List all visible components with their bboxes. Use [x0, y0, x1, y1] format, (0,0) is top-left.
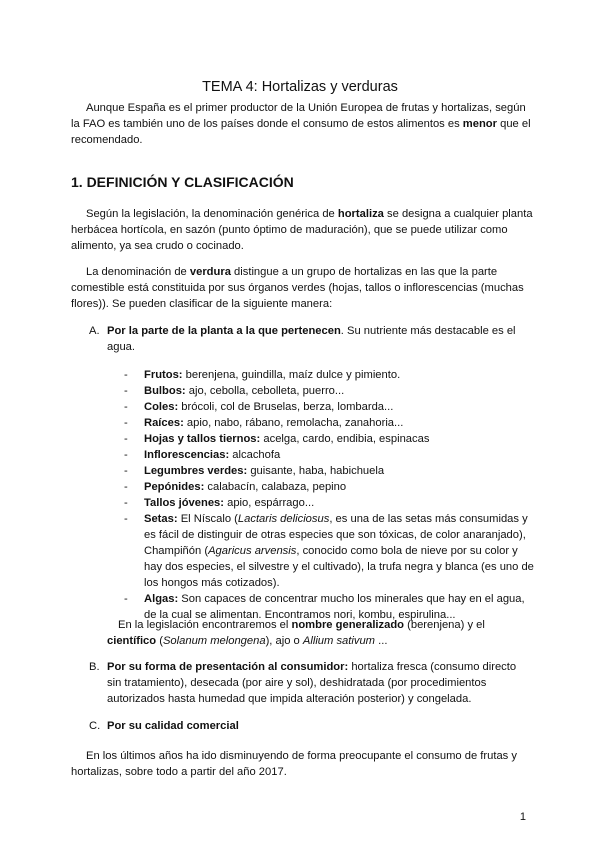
bullet-term: Raíces:: [144, 417, 184, 429]
item-a-text: . Su nutriente más destacable es el agua.: [107, 325, 516, 353]
verdura-paragraph: [71, 264, 533, 312]
item-b-text: hortaliza fresca (consumo directo sin tratamiento), desecada (por aire y sol), deshidratada (por procedimientos autorizados hasta humedad que impida alteración posterior) y congelada.: [107, 661, 517, 705]
bullet-dash: -: [124, 593, 128, 605]
bullet-term: Bulbos:: [144, 385, 186, 397]
item-a-bold: Por la parte de la planta a la que pertenecen: [107, 325, 341, 337]
bullet-text: El Níscalo (: [177, 513, 238, 525]
bullet-dash: -: [124, 385, 128, 397]
bullet-term: Algas:: [144, 593, 179, 605]
legislacion-text: En la legislación encontraremos el: [118, 619, 292, 631]
bullet-text: berenjena, guindilla, maíz dulce y pimiento.: [182, 369, 401, 381]
closing-paragraph: [71, 748, 533, 780]
legislacion-text: ...: [375, 635, 388, 647]
bullet-text: apio, nabo, rábano, remolacha, zanahoria...: [183, 417, 404, 429]
bullet-dash: -: [124, 465, 128, 477]
hortaliza-bold: hortaliza: [337, 208, 384, 220]
scientific-name: Allium sativum: [302, 635, 376, 647]
bullet-text: Son capaces de concentrar mucho los minerales que hay en el agua, de la cual se alimentan. Encontramos nori, kombu, espirulina...: [144, 593, 525, 621]
bullet-item: [124, 495, 534, 511]
item-c-bold: Por su calidad comercial: [107, 720, 239, 732]
bullet-term: Coles:: [144, 401, 179, 413]
legislacion-text: (: [156, 635, 163, 647]
bullet-term: Inflorescencias:: [144, 449, 230, 461]
bullet-item-setas: [124, 511, 534, 591]
bullet-term: Legumbres verdes:: [144, 465, 248, 477]
vegetable-bullet-list: [124, 367, 534, 623]
scientific-name: Solanum melongena: [162, 635, 266, 647]
item-b-bold: Por su forma de presentación al consumidor:: [107, 661, 349, 673]
bullet-term: Frutos:: [144, 369, 183, 381]
bullet-term: Tallos jóvenes:: [144, 497, 224, 509]
bullet-text: , es una de las setas más consumidas y es fácil de distinguir de otras especies que son tóxicas, de color anaranjado), Champiñón (: [144, 513, 528, 557]
bullet-item: [124, 463, 534, 479]
scientific-name: Agaricus arvensis: [208, 545, 297, 557]
bullet-text: ajo, cebolla, cebolleta, puerro...: [185, 385, 345, 397]
hortaliza-text-end: se designa a cualquier planta herbácea hortícola, en sazón (punto óptimo de maduración), que se puede utilizar como alimento, ya sea crudo o cocinado.: [71, 208, 533, 252]
list-label-c: C.: [89, 720, 101, 732]
bullet-dash: -: [124, 369, 128, 381]
bullet-item: [124, 399, 534, 415]
legislacion-text: ), ajo o: [265, 635, 303, 647]
bullet-dash: -: [124, 449, 128, 461]
hortaliza-paragraph: [71, 206, 533, 254]
bullet-term: Pepónides:: [144, 481, 205, 493]
bullet-term: Hojas y tallos tiernos:: [144, 433, 261, 445]
bullet-item: [124, 479, 534, 495]
bullet-text: acelga, cardo, endibia, espinacas: [260, 433, 430, 445]
list-text-b: [107, 659, 531, 707]
intro-text-end: que el recomendado.: [71, 118, 531, 146]
verdura-text-end: distingue a un grupo de hortalizas en las que la parte comestible está constituida por sus órganos verdes (hojas, tallos o inflorescencias (muchas flores)). Se pueden clasificar de la siguiente manera:: [71, 266, 524, 310]
intro-paragraph: [71, 100, 533, 148]
list-text-a: [107, 323, 531, 355]
bullet-item: [124, 447, 534, 463]
legislacion-paragraph: [118, 617, 538, 633]
bullet-text: brócoli, col de Bruselas, berza, lombarda...: [178, 401, 394, 413]
scientific-name: Lactaris deliciosus: [237, 513, 330, 525]
bullet-dash: -: [124, 401, 128, 413]
bullet-dash: -: [124, 513, 128, 525]
legislacion-paragraph-2: [107, 633, 537, 649]
list-label-a: A.: [89, 325, 100, 337]
bullet-dash: -: [124, 433, 128, 445]
bullet-text: calabacín, calabaza, pepino: [204, 481, 347, 493]
bullet-item: [124, 383, 534, 399]
bullet-item: [124, 431, 534, 447]
legislacion-text: (berenjena) y el: [404, 619, 485, 631]
document-title: TEMA 4: Hortalizas y verduras: [202, 79, 398, 95]
bullet-term: Setas:: [144, 513, 178, 525]
hortaliza-text: Según la legislación, la denominación genérica de: [86, 208, 338, 220]
verdura-text: La denominación de: [86, 266, 190, 278]
bullet-text: , conocido como bola de nieve por su color y hay dos especies, el silvestre y el cultivado), la trufa negra y blanca (es uno de los hongos más cotizados).: [144, 545, 534, 589]
section-heading: 1. DEFINICIÓN Y CLASIFICACIÓN: [71, 174, 294, 190]
bullet-item: [124, 415, 534, 431]
list-text-c: [107, 718, 531, 734]
closing-text: En los últimos años ha ido disminuyendo de forma preocupante el consumo de frutas y hortalizas, sobre todo a partir del año 2017.: [71, 750, 517, 778]
bullet-dash: -: [124, 497, 128, 509]
intro-text: Aunque España es el primer productor de la Unión Europea de frutas y hortalizas, según la FAO es también uno de los países donde el consumo de estos alimentos es: [71, 102, 526, 130]
verdura-bold: verdura: [189, 266, 231, 278]
legislacion-bold: nombre generalizado: [291, 619, 405, 631]
page-number: 1: [519, 811, 526, 823]
legislacion-bold: científico: [107, 635, 157, 647]
bullet-text: apio, espárrago...: [224, 497, 315, 509]
bullet-dash: -: [124, 481, 128, 493]
bullet-item: [124, 367, 534, 383]
list-label-b: B.: [89, 661, 100, 673]
bullet-text: guisante, haba, habichuela: [247, 465, 385, 477]
bullet-text: alcachofa: [229, 449, 281, 461]
intro-bold: menor: [462, 118, 497, 130]
bullet-dash: -: [124, 417, 128, 429]
